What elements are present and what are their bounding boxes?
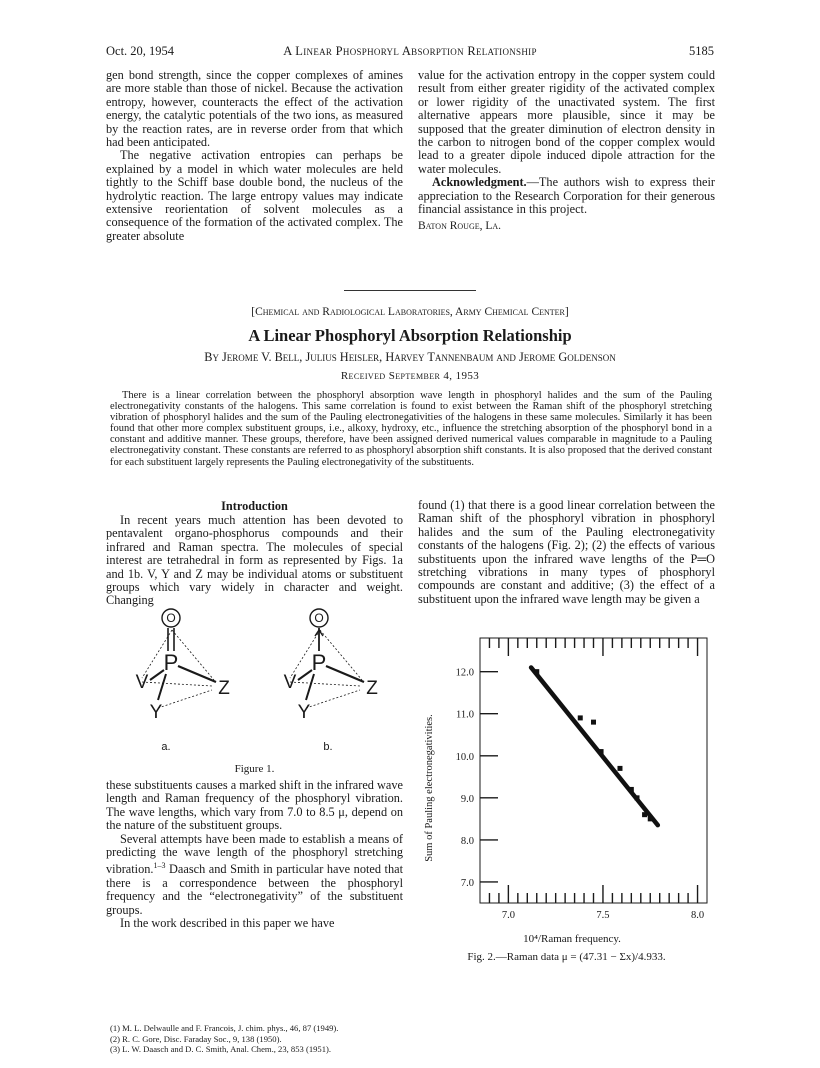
intro-paragraph: these substituents causes a marked shift in the infrared wave length and Raman frequency of the phosphoryl vibration. The wave lengths, which vary from 7.0 to 8.5 μ, depend on the nature of the substituent groups. xyxy=(106,778,403,833)
chart-fit-line xyxy=(531,667,658,825)
prev-article-left-column xyxy=(106,69,403,243)
figure-2-chart xyxy=(410,628,720,950)
abstract: There is a linear correlation between the phosphoryl absorption wave length in phosphoryl halides and the sum of the Pauling electronegativity constants of the halogens. This same correlation is found to exist between the Raman shift of the phosphoryl stretching vibration of phosphoryl halides and the sum of the Pauling electronegativities of the halogens in these same molecules. Similarly it has been found that other more complex substituent groups, i.e., alkoxy, hydroxy, etc., influence the stretching absorption of the phosphoryl bond in a constant and additive manner. These groups, therefore, have been assigned derived numerical values comparable in magnitude to a Pauling electronegativity constant. These constants are referred to as phosphoryl absorption shift constants. It is also proposed that the derived constant for each substituent largely represents the Pauling electronegativity of the substituents. xyxy=(110,390,712,468)
intro-paragraph: In recent years much attention has been devoted to pentavalent organo-phosphorus compounds and their infrared and Raman spectra. The molecules of special interest are tetrahedral in form as represented by Figs. 1a and 1b. V, Y and Z may be individual atoms or substituent groups which vary widely in character and weight. Changing xyxy=(106,513,403,608)
author-location: Baton Rouge, La. xyxy=(418,220,502,233)
chart-point xyxy=(534,669,539,674)
chart-x-tick-label: 8.0 xyxy=(690,910,705,921)
atom-label: Z xyxy=(218,678,230,699)
footnote: (3) L. W. Daasch and D. C. Smith, Anal. Chem., 23, 853 (1951). xyxy=(110,1044,332,1055)
intro-paragraph: found (1) that there is a good linear correlation between the Raman shift of the phosphoryl vibration in phosphoryl halides and the sum of the Pauling electronegativity constants of the halogens (Fig. 2); (2) the effects of various substituents upon the infrared wave lengths of the P═O stretching vibrations in many types of phosphoryl compounds are constant and additive; (3) the effect of a substituent upon the infrared wave length may be given a xyxy=(418,498,715,606)
chart-x-tick-label: 7.5 xyxy=(596,910,610,921)
intro-paragraph xyxy=(106,833,403,918)
chart-point xyxy=(617,766,622,771)
intro-left-column-continued xyxy=(106,779,403,931)
footnote: (1) M. L. Delwaulle and F. Francois, J. chim. phys., 46, 87 (1949). xyxy=(110,1023,339,1033)
chart-y-axis-label: Sum of Pauling electronegativities. xyxy=(424,714,435,862)
chart-point xyxy=(578,715,583,720)
acknowledgment xyxy=(418,176,715,216)
figure-1-diagram xyxy=(128,608,382,758)
figure-2-caption: Fig. 2.—Raman data μ = (47.31 − Σx)/4.933. xyxy=(467,951,666,963)
intro-right-column xyxy=(418,499,715,606)
atom-label: Y xyxy=(297,702,311,723)
acknowledgment-text: —The authors wish to express their appreciation to the Research Corporation for their generous financial assistance in this project. xyxy=(418,175,715,217)
section-heading-introduction: Introduction xyxy=(221,499,288,513)
figure-1-caption: Figure 1. xyxy=(234,763,275,775)
chart-point xyxy=(642,812,647,817)
laboratory-line: [Chemical and Radiological Laboratories, Army Chemical Center] xyxy=(251,306,569,318)
atom-label: V xyxy=(135,672,149,693)
footnote: (2) R. C. Gore, Disc. Faraday Soc., 9, 138 (1950). xyxy=(110,1033,282,1044)
chart-point xyxy=(591,720,596,725)
figure-label-b: b. xyxy=(323,741,333,753)
chart-y-tick-label: 7.0 xyxy=(460,877,474,889)
intro-paragraph: In the work described in this paper we have xyxy=(120,916,335,931)
prev-article-paragraph: The negative activation entropies can perhaps be explained by a model in which water molecules are held tightly to the Schiff base double bond, the nucleus of the hydrolytic reaction. The large entropy values may indicate extensive reorientation of solvent molecules as a consequence of the formation of the activated complex. The greater absolute xyxy=(106,148,403,243)
atom-label: Y xyxy=(149,702,163,723)
chart-point xyxy=(629,787,634,792)
intro-text: Daasch and Smith in particular have noted that there is a correspondence between the phosphoryl frequency and the “electronegativity” of the substituent groups. xyxy=(106,862,403,917)
prev-article-paragraph: value for the activation entropy in the copper system could result from either greater rigidity of the activated complex or lower rigidity of the unactivated system. The first alternative appears more plausible, since it may be supposed that the greater diminution of electron density in the carbon to nitrogen bond of the copper complex would lead to a greater dipole induced dipole attraction for the water molecules. xyxy=(418,68,715,176)
received-date: Received September 4, 1953 xyxy=(340,370,480,382)
figure-label-a: a. xyxy=(161,741,171,753)
atom-label: Z xyxy=(366,678,378,699)
chart-y-tick-label: 12.0 xyxy=(455,667,474,679)
chart-point xyxy=(635,795,640,800)
chart-y-tick-label: 10.0 xyxy=(455,751,474,763)
atom-label: P xyxy=(311,650,327,675)
prev-article-right-column xyxy=(418,69,715,234)
chart-x-axis-label: 10⁴/Raman frequency. xyxy=(523,933,621,945)
header-running-title: A Linear Phosphoryl Absorption Relationship xyxy=(283,44,537,58)
acknowledgment-label: Acknowledgment. xyxy=(432,175,527,190)
article-authors: By Jerome V. Bell, Julius Heisler, Harvey Tannenbaum and Jerome Goldenson xyxy=(204,350,616,364)
chart-y-tick-label: 9.0 xyxy=(460,793,474,805)
atom-label: P xyxy=(163,650,179,675)
section-divider xyxy=(344,290,476,291)
intro-text: Several attempts have been made to establish a means of predicting the wave length of the phosphoryl stretching vibration. xyxy=(106,831,403,877)
chart-y-tick-label: 11.0 xyxy=(456,709,474,721)
chart-frame xyxy=(480,638,707,903)
chart-y-tick-label: 8.0 xyxy=(460,835,474,847)
atom-label: O xyxy=(314,611,324,625)
prev-article-paragraph: gen bond strength, since the copper complexes of amines are more stable than those of nickel. Because the activation entropy, however, counteracts the effect of the activation energy, the catalytic potentials of the two ions, as measured by the reaction rates, are in reverse order from that which had been anticipated. xyxy=(106,68,403,150)
atom-label: O xyxy=(166,611,176,625)
footnotes xyxy=(106,1023,403,1055)
header-page-number: 5185 xyxy=(689,44,714,58)
header-date: Oct. 20, 1954 xyxy=(106,44,175,58)
intro-left-column xyxy=(106,514,403,608)
atom-label: V xyxy=(283,672,297,693)
article-title: A Linear Phosphoryl Absorption Relationship xyxy=(248,326,572,345)
chart-x-tick-label: 7.0 xyxy=(501,910,515,921)
chart-point xyxy=(599,749,604,754)
reference-superscript: 1–3 xyxy=(153,861,166,871)
chart-point xyxy=(648,816,653,821)
